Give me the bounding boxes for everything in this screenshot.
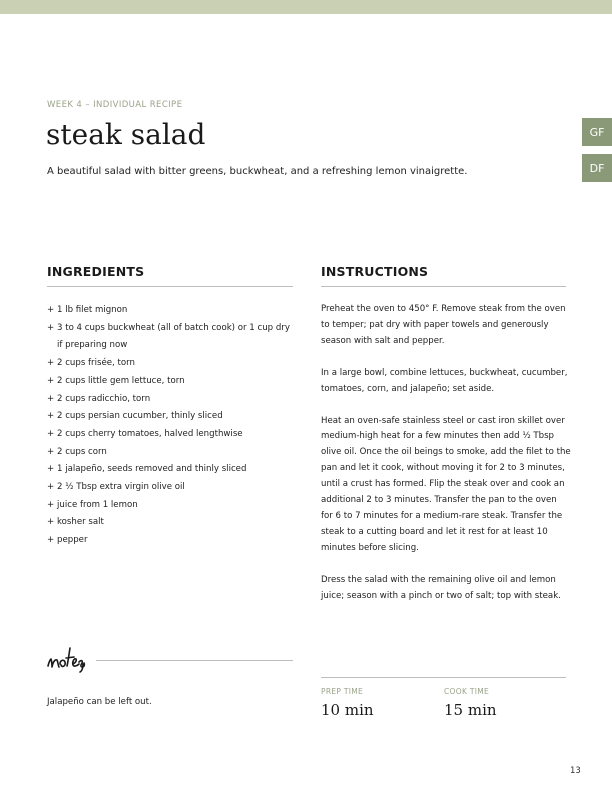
prep-time-value: 10 min	[321, 701, 374, 719]
notes-script-heading	[46, 640, 88, 674]
ingredient-text: juice from 1 lemon	[57, 499, 138, 510]
ingredient-text: kosher salt	[57, 517, 104, 528]
instruction-step: Dress the salad with the remaining olive oil and lemon juice; season with a pinch or two of salt; top with steak.	[321, 574, 561, 601]
ingredients-list	[47, 302, 297, 550]
plus-icon: +	[47, 358, 55, 369]
plus-icon: +	[47, 305, 55, 315]
plus-icon: +	[47, 322, 55, 333]
ingredient-item	[47, 373, 297, 391]
ingredient-item	[47, 479, 297, 497]
ingredient-item	[47, 461, 297, 479]
ingredient-text: 2 cups persian cucumber, thinly sliced	[57, 411, 223, 422]
instructions-divider	[321, 286, 566, 287]
ingredients-heading: INGREDIENTS	[47, 264, 145, 279]
plus-icon: +	[47, 411, 55, 422]
ingredient-text: 2 cups frisée, torn	[57, 358, 135, 369]
ingredient-item	[47, 426, 297, 444]
ingredients-divider	[47, 286, 293, 287]
ingredient-item	[47, 514, 297, 532]
instructions-heading: INSTRUCTIONS	[321, 264, 429, 279]
recipe-subtitle: A beautiful salad with bitter greens, buckwheat, and a refreshing lemon vinaigrette.	[47, 166, 468, 177]
plus-icon: +	[47, 393, 55, 404]
ingredient-item	[47, 355, 297, 373]
ingredient-item	[47, 320, 297, 355]
notes-divider	[96, 660, 293, 661]
week-label: WEEK 4 – INDIVIDUAL RECIPE	[47, 100, 183, 110]
plus-icon: +	[47, 535, 55, 546]
ingredient-item	[47, 497, 297, 515]
ingredient-text: 2 cups cherry tomatoes, halved lengthwise	[57, 428, 243, 439]
gluten-free-tag: GF	[582, 118, 612, 146]
prep-time-label: PREP TIME	[321, 687, 364, 696]
instruction-step: In a large bowl, combine lettuces, buckwheat, cucumber, tomatoes, corn, and jalapeño; set aside.	[321, 367, 568, 394]
ingredient-item	[47, 444, 297, 462]
dairy-free-tag: DF	[582, 154, 612, 182]
ingredient-text: 2 ½ Tbsp extra virgin olive oil	[57, 482, 185, 493]
instruction-step: Preheat the oven to 450° F. Remove steak from the oven to temper; pat dry with paper towels and generously season with salt and pepper.	[321, 304, 566, 346]
top-accent-bar	[0, 0, 612, 14]
ingredient-item	[47, 408, 297, 426]
ingredient-text: pepper	[57, 535, 88, 546]
notes-text: Jalapeño can be left out.	[47, 697, 152, 707]
ingredient-text: 3 to 4 cups buckwheat (all of batch cook) or 1 cup dry if preparing now	[57, 322, 290, 351]
ingredient-item	[47, 391, 297, 409]
plus-icon: +	[47, 517, 55, 528]
plus-icon: +	[47, 482, 55, 493]
instruction-step: Heat an oven-safe stainless steel or cast iron skillet over medium-high heat for a few minutes then add ½ Tbsp olive oil. Once the oil beings to smoke, add the filet to the pan and let it cook, without moving it for 2 to 3 minutes, until a crust has formed. Flip the steak over and cook an additional 2 to 3 minutes. Transfer the pan to the oven for 6 to 7 minutes for a medium-rare steak. Transfer the steak to a cutting board and let it rest for at least 10 minutes before slicing.	[321, 415, 571, 553]
cook-time-value: 15 min	[444, 701, 497, 719]
ingredient-text: 2 cups corn	[57, 446, 107, 457]
plus-icon: +	[47, 464, 55, 475]
recipe-title: steak salad	[46, 118, 206, 151]
plus-icon: +	[47, 428, 55, 439]
plus-icon: +	[47, 499, 55, 510]
ingredient-text: 1 lb filet mignon	[57, 305, 128, 315]
plus-icon: +	[47, 375, 55, 386]
ingredient-item	[47, 532, 297, 550]
cook-time-label: COOK TIME	[444, 687, 490, 696]
instructions-body	[321, 302, 571, 621]
ingredient-text: 2 cups radicchio, torn	[57, 393, 151, 404]
ingredient-item	[47, 302, 297, 320]
plus-icon: +	[47, 446, 55, 457]
time-divider	[321, 677, 566, 678]
ingredient-text: 1 jalapeño, seeds removed and thinly sliced	[57, 464, 247, 475]
ingredient-text: 2 cups little gem lettuce, torn	[57, 375, 185, 386]
page-number: 13	[570, 766, 581, 776]
